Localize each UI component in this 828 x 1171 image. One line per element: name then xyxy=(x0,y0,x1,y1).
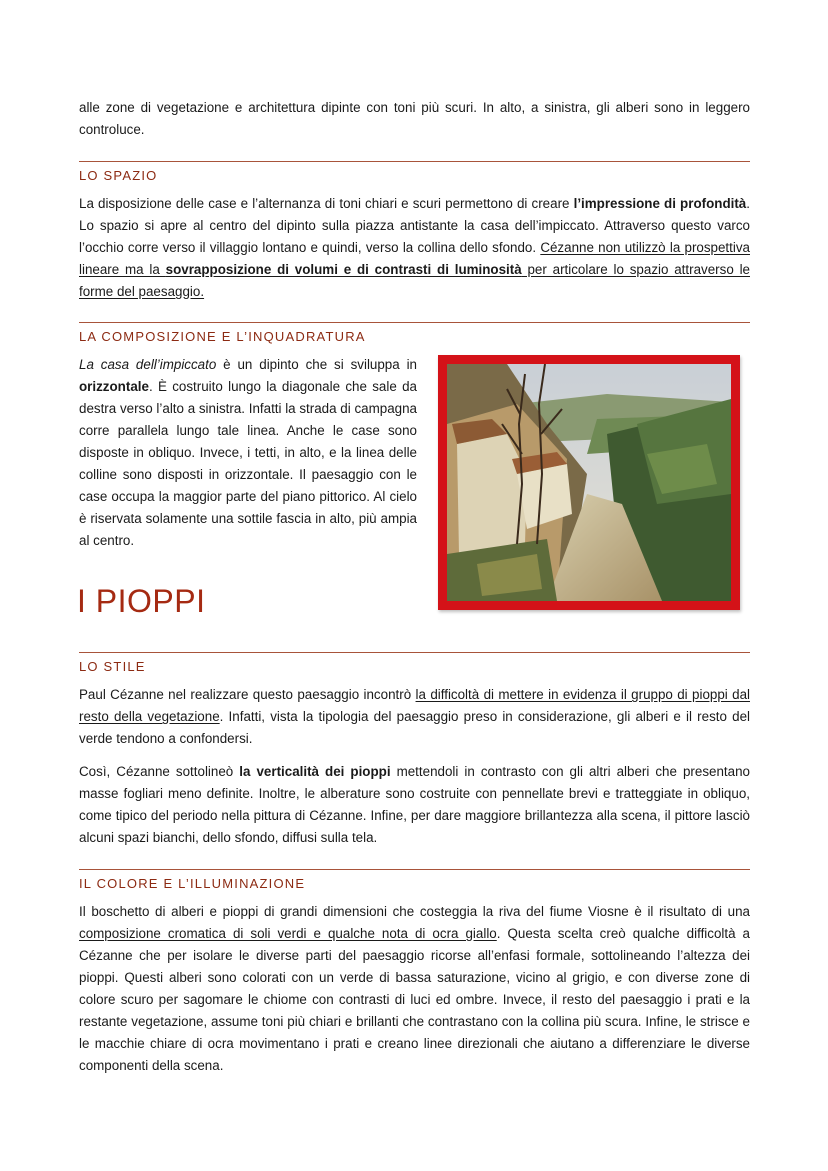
painting-frame xyxy=(438,355,740,610)
heading-lo-spazio: LO SPAZIO xyxy=(79,168,158,183)
heading-composizione: LA COMPOSIZIONE E L’INQUADRATURA xyxy=(79,329,366,344)
section-divider xyxy=(79,161,750,162)
stile-paragraph-2: Così, Cézanne sottolineò la verticalità dei pioppi mettendoli in contrasto con gli altri alberi che presentano masse fogliari meno definite. Inoltre, le alberature sono costruite con pennellate brevi e tratteggiate in obliquo, come tipico del periodo nella pittura di Cézanne. Infine, per dare maggiore brillantezza alla scena, il pittore lasciò alcuni spazi bianchi, dello sfondo, diffusi sulla tela. xyxy=(79,764,750,845)
heading-lo-stile: LO STILE xyxy=(79,659,146,674)
section-divider xyxy=(79,652,750,653)
stile-paragraph-1: Paul Cézanne nel realizzare questo paesaggio incontrò la difficoltà di mettere in evidenza il gruppo di pioppi dal resto della vegetazione. Infatti, vista la tipologia del paesaggio preso in considerazione, gli alberi e il resto del verde tendono a confondersi. xyxy=(79,687,751,746)
section-title: I PIOPPI xyxy=(77,583,206,619)
section-divider xyxy=(79,322,750,323)
colore-paragraph: Il boschetto di alberi e pioppi di grandi dimensioni che costeggia la riva del fiume Viosne è il risultato di una composizione cromatica di soli verdi e qualche nota di ocra giallo. Questa scelta creò qualche difficoltà a Cézanne che per isolare le diverse parti del paesaggio ricorse all’enfasi formale, sottolineando l’altezza dei pioppi. Questi alberi sono colorati con un verde di bassa saturazione, vicino al grigio, e con diverse zone di colore scuro per sagomare le chiome con contrasti di luci ed ombre. Invece, il resto del paesaggio i prati e la restante vegetazione, assume toni più chiari e brillanti che contrastano con la collina più scura. Infine, le strisce e le macchie chiare di ocra movimentano i prati e creano linee direzionali che aiutano a differenziare le diverse componenti della scena. xyxy=(79,904,751,1073)
section-divider xyxy=(79,869,750,870)
intro-paragraph: alle zone di vegetazione e architettura dipinte con toni più scuri. In alto, a sinistra, gli alberi sono in leggero controluce. xyxy=(79,100,750,137)
spazio-paragraph: La disposizione delle case e l’alternanza di toni chiari e scuri permettono di creare l’impressione di profondità. Lo spazio si apre al centro del dipinto sulla piazza antistante la casa dell’impiccato. Attraverso questo varco l’occhio corre verso il villaggio lontano e quindi, verso la collina dello sfondo. Cézanne non utilizzò la prospettiva lineare ma la sovrapposizione di volumi e di contrasti di luminosità per articolare lo spazio attraverso le forme del paesaggio. xyxy=(79,196,750,299)
heading-colore: IL COLORE E L’ILLUMINAZIONE xyxy=(79,876,306,891)
composizione-paragraph: La casa dell’impiccato è un dipinto che si sviluppa in orizzontale. È costruito lungo la diagonale che sale da destra verso l’alto a sinistra. Infatti la strada di campagna corre parallela lungo tale linea. Anche le case sono disposte in obliquo. Invece, i tetti, in alto, e la linea delle colline sono disposti in orizzontale. Il paesaggio con le case occupa la maggior parte del piano pittorico. Al cielo è riservata solamente una sottile fascia in alto, più ampia al centro. xyxy=(79,357,417,548)
painting-image xyxy=(447,364,731,601)
